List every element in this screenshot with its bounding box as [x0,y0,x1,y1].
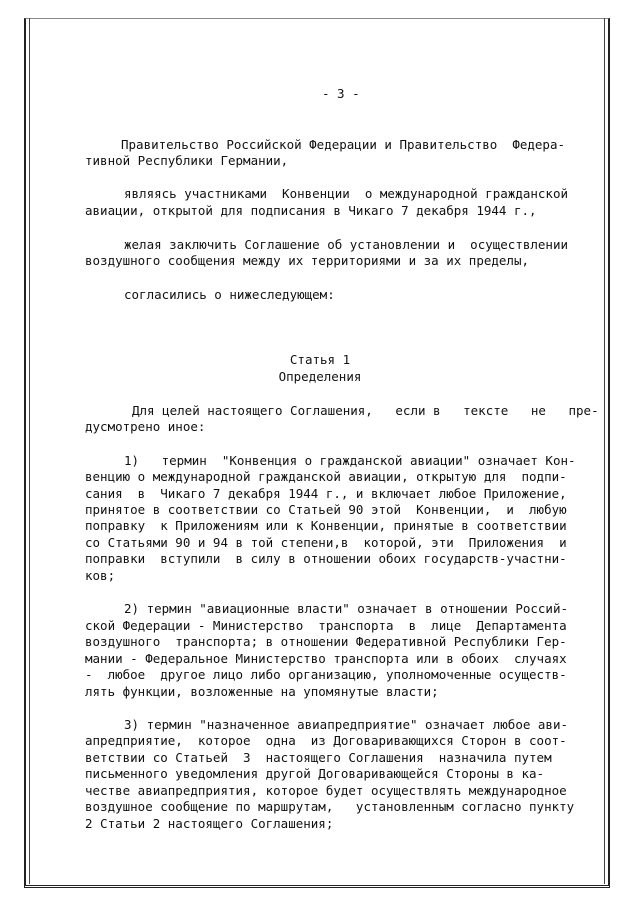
item1-line-6: со Статьями 90 и 94 в той степени,в которой, эти Приложения и [85,535,567,550]
item3-line-2: апредприятие, которое одна из Договаривающихся Сторон в соот- [85,733,567,748]
article-subtitle: Определения [278,369,362,384]
article-intro-line-2: дусмотрено иное: [85,419,206,434]
item1-line-8: ков; [85,568,116,583]
item2-line-5: - любое другое лицо либо организацию, уполномоченные осуществ- [85,667,567,682]
item2-line-2: ской Федерации - Министерство транспорта в лице Департамента [85,618,567,633]
item1-line-2: венцию о международной гражданской авиации, открытую для подпи- [85,469,567,484]
item2-line-6: лять функции, возложенные на упомянутые власти; [85,684,439,699]
page-number: - 3 - [322,86,360,101]
preamble-parties-line-1: Правительство Российской Федерации и Правительство Федера- [121,137,566,152]
preamble-parties-line-2: тивной Республики Германии, [85,153,289,168]
item3-line-7: 2 Статьи 2 настоящего Соглашения; [85,816,334,831]
item1-line-3: сания в Чикаго 7 декабря 1944 г., и включает любое Приложение, [85,486,567,501]
item2-line-1: 2) термин "авиационные власти" означает в отношении Россий- [124,601,569,616]
item2-line-4: мании - Федеральное Министерство транспорта или в обоих случаях [85,651,567,666]
preamble-being-line-1: являясь участниками Конвенции о международной гражданской [124,186,569,201]
item3-line-5: честве авиапредприятия, которое будет осуществлять международное [85,783,567,798]
article-intro-line-1: Для целей настоящего Соглашения, если в тексте не пре- [132,403,599,418]
item3-line-4: письменного уведомления другой Договаривающейся Стороны в ка- [85,766,545,781]
item1-line-7: поправки вступили в силу в отношении обоих государств-участни- [85,551,567,566]
preamble-desiring-line-2: воздушного сообщения между их территориями и за их пределы, [85,253,530,268]
item1-line-1: 1) термин "Конвенция о гражданской авиации" означает Кон- [124,453,576,468]
item3-line-6: воздушное сообщение по маршрутам, установленным согласно пункту [85,799,575,814]
article-title: Статья 1 [289,352,351,367]
preamble-desiring-line-1: желая заключить Соглашение об установлении и осуществлении [124,237,569,252]
item1-line-4: принятое в соответствии со Статьей 90 этой Конвенции, и любую [85,502,567,517]
item3-line-3: ветствии со Статьей 3 настоящего Соглашения назначила путем [85,750,552,765]
item1-line-5: поправку к Приложениям или к Конвенции, принятые в соответствии [85,518,567,533]
item3-line-1: 3) термин "назначенное авиапредприятие" означает любое ави- [124,717,569,732]
preamble-agreed: согласились о нижеследующем: [124,287,335,302]
item2-line-3: воздушного транспорта; в отношении Федеративной Республики Гер- [85,634,567,649]
preamble-being-line-2: авиации, открытой для подписания в Чикаго 7 декабря 1944 г., [85,203,537,218]
